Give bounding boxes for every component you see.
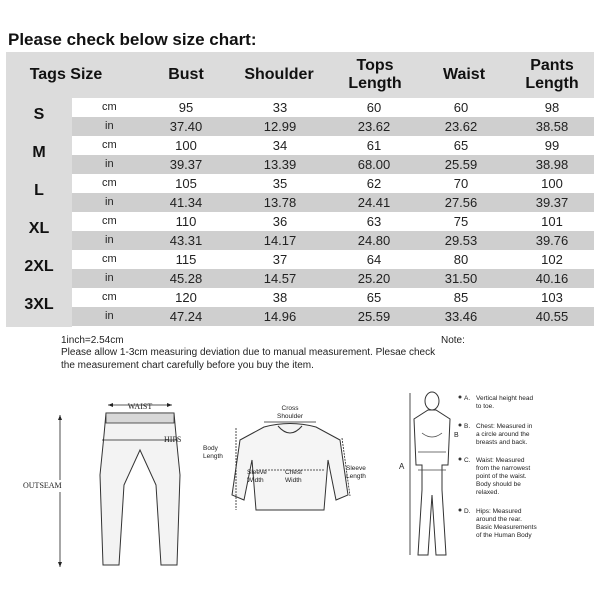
- cross-shoulder-label-2: Shoulder: [276, 413, 304, 420]
- table-row: [72, 307, 594, 326]
- table-cell: 13.39: [263, 157, 297, 172]
- size-chart-title: Please check below size chart:: [8, 30, 257, 49]
- body-length-label-1: Body: [203, 445, 218, 452]
- table-cell: 25.20: [357, 271, 391, 286]
- table-cell: 80: [453, 252, 469, 267]
- table-cell: 13.78: [263, 195, 297, 210]
- legend-text: Hips: Measured: [476, 508, 522, 515]
- outseam-arrowhead-bottom: [58, 562, 62, 567]
- table-cell: 36: [272, 214, 288, 229]
- sleeve-length-label-1: Sleeve: [346, 465, 366, 472]
- size-label: XL: [28, 220, 50, 237]
- header-pants-length-line1: Pants: [530, 57, 574, 74]
- legend-text: breasts and back.: [476, 439, 528, 446]
- unit-label: cm: [102, 101, 117, 113]
- table-cell: 60: [453, 100, 469, 115]
- table-cell: 100: [175, 138, 197, 153]
- marker-b: B: [454, 432, 459, 439]
- legend-text: Basic Measurements: [476, 524, 537, 531]
- size-label: 3XL: [24, 296, 54, 313]
- table-row: [72, 288, 594, 307]
- table-row: [72, 269, 594, 288]
- body-length-label-2: Length: [203, 453, 223, 460]
- header-pants-length: [503, 52, 600, 98]
- header-tops-length-line1: Tops: [356, 57, 394, 74]
- sleeve-width-label-2: Width: [247, 477, 264, 484]
- unit-label: cm: [102, 139, 117, 151]
- table-cell: 37: [272, 252, 288, 267]
- header-tops-length: [326, 52, 424, 98]
- legend-letter: D.: [464, 508, 471, 515]
- sleeve-width-label-1: Sleeve: [247, 469, 267, 476]
- unit-label: in: [105, 234, 114, 246]
- table-cell: 38.58: [535, 119, 569, 134]
- legend-text: of the Human Body: [476, 532, 532, 539]
- outseam-arrowhead-top: [58, 415, 62, 420]
- size-column: [6, 98, 72, 327]
- chest-width-label-2: Width: [285, 477, 302, 484]
- hips-label: HIPS: [164, 435, 182, 444]
- waist-arrowhead-left: [108, 403, 113, 407]
- legend-text: around the rear.: [476, 516, 522, 523]
- table-cell: 63: [366, 214, 382, 229]
- table-cell: 45.28: [169, 271, 203, 286]
- table-row: [72, 212, 594, 231]
- top-diagram: [200, 400, 380, 530]
- table-cell: 25.59: [444, 157, 478, 172]
- table-cell: 39.37: [535, 195, 569, 210]
- table-cell: 98: [544, 100, 560, 115]
- table-cell: 103: [541, 290, 563, 305]
- unit-label: cm: [102, 291, 117, 303]
- legend-bullet: [459, 509, 462, 512]
- unit-label: cm: [102, 177, 117, 189]
- table-cell: 64: [366, 252, 382, 267]
- table-row: [72, 250, 594, 269]
- size-label: L: [34, 182, 44, 199]
- legend-letter: B.: [464, 423, 471, 430]
- table-row: [72, 98, 594, 117]
- pants-waistband: [106, 413, 174, 423]
- figure-head: [425, 392, 439, 410]
- body-legend: [459, 395, 538, 539]
- table-cell: 43.31: [169, 233, 203, 248]
- unit-label: cm: [102, 215, 117, 227]
- table-cell: 99: [544, 138, 560, 153]
- table-row: [72, 117, 594, 136]
- sleeve-length-label-2: Length: [346, 473, 366, 480]
- table-cell: 115: [175, 252, 197, 267]
- table-cell: 60: [366, 100, 382, 115]
- table-cell: 120: [175, 290, 197, 305]
- unit-label: in: [105, 120, 114, 132]
- table-row: [72, 193, 594, 212]
- conversion-note: 1inch=2.54cm: [61, 335, 124, 346]
- table-cell: 65: [366, 290, 382, 305]
- unit-label: cm: [102, 253, 117, 265]
- table-row: [72, 231, 594, 250]
- table-cell: 101: [541, 214, 563, 229]
- table-row: [72, 155, 594, 174]
- unit-label: in: [105, 158, 114, 170]
- header-waist: Waist: [442, 66, 486, 83]
- table-cell: 14.17: [263, 233, 297, 248]
- table-cell: 70: [453, 176, 469, 191]
- legend-text: Waist: Measured: [476, 457, 525, 464]
- table-row: [72, 174, 594, 193]
- table-cell: 47.24: [169, 309, 203, 324]
- table-cell: 102: [541, 252, 563, 267]
- table-cell: 14.96: [263, 309, 297, 324]
- table-cell: 24.80: [357, 233, 391, 248]
- header-shoulder: Shoulder: [244, 66, 314, 83]
- header-tops-length-line2: Length: [348, 75, 402, 92]
- table-cell: 33: [272, 100, 288, 115]
- table-cell: 41.34: [169, 195, 203, 210]
- table-cell: 62: [366, 176, 382, 191]
- table-row: [72, 136, 594, 155]
- pants-diagram: [20, 395, 200, 595]
- legend-text: a circle around the: [476, 431, 530, 438]
- table-cell: 37.40: [169, 119, 203, 134]
- cross-shoulder-label-1: Cross: [281, 405, 299, 412]
- size-label: S: [33, 106, 45, 123]
- table-cell: 100: [541, 176, 563, 191]
- legend-text: point of the waist.: [476, 473, 527, 480]
- table-cell: 61: [366, 138, 382, 153]
- legend-text: from the narrowest: [476, 465, 531, 472]
- legend-text: relaxed.: [476, 489, 500, 496]
- table-cell: 33.46: [444, 309, 478, 324]
- table-cell: 23.62: [357, 119, 391, 134]
- table-cell: 29.53: [444, 233, 478, 248]
- table-header: [6, 52, 594, 98]
- table-cell: 34: [272, 138, 288, 153]
- table-cell: 27.56: [444, 195, 478, 210]
- body-diagram: [390, 385, 595, 565]
- waist-arrowhead-right: [167, 403, 172, 407]
- unit-label: in: [105, 272, 114, 284]
- table-cell: 105: [175, 176, 197, 191]
- table-cell: 40.55: [535, 309, 569, 324]
- table-cell: 39.37: [169, 157, 203, 172]
- size-label: M: [32, 144, 46, 161]
- table-cell: 95: [178, 100, 194, 115]
- size-label: 2XL: [24, 258, 54, 275]
- table-cell: 65: [453, 138, 469, 153]
- table-cell: 85: [453, 290, 469, 305]
- table-cell: 75: [453, 214, 469, 229]
- unit-label: in: [105, 310, 114, 322]
- table-cell: 39.76: [535, 233, 569, 248]
- size-table: [6, 52, 594, 327]
- legend-bullet: [459, 424, 462, 427]
- outseam-label: OUTSEAM: [23, 481, 62, 490]
- top-outline: [232, 424, 348, 511]
- legend-bullet: [459, 396, 462, 399]
- table-cell: 25.59: [357, 309, 391, 324]
- legend-text: Vertical height head: [476, 395, 534, 402]
- note-label: Note:: [441, 335, 465, 346]
- table-cell: 23.62: [444, 119, 478, 134]
- header-pants-length-line2: Length: [525, 75, 579, 92]
- table-cell: 12.99: [263, 119, 297, 134]
- legend-text: to toe.: [476, 403, 495, 410]
- table-cell: 38.98: [535, 157, 569, 172]
- note-line-2: the measurement chart carefully before you buy the item.: [61, 360, 314, 371]
- header-tags-size: Tags Size: [29, 66, 103, 83]
- legend-letter: A.: [464, 395, 471, 402]
- table-cell: 110: [175, 214, 197, 229]
- marker-a: A: [399, 462, 405, 471]
- legend-bullet: [459, 458, 462, 461]
- table-cell: 35: [272, 176, 288, 191]
- table-cell: 40.16: [535, 271, 569, 286]
- table-cell: 31.50: [444, 271, 478, 286]
- chest-width-label-1: Chest: [285, 469, 302, 476]
- figure-body: [414, 410, 450, 555]
- waist-label: WAIST: [127, 402, 153, 411]
- legend-text: Body should be: [476, 481, 521, 488]
- table-cell: 24.41: [357, 195, 391, 210]
- header-bust: Bust: [168, 66, 204, 83]
- table-cell: 68.00: [357, 157, 391, 172]
- note-line-1: Please allow 1-3cm measuring deviation due to manual measurement. Plesae check: [61, 347, 436, 358]
- table-cell: 38: [272, 290, 288, 305]
- unit-label: in: [105, 196, 114, 208]
- table-cell: 14.57: [263, 271, 297, 286]
- legend-text: Chest: Measured in: [476, 423, 533, 430]
- legend-letter: C.: [464, 457, 471, 464]
